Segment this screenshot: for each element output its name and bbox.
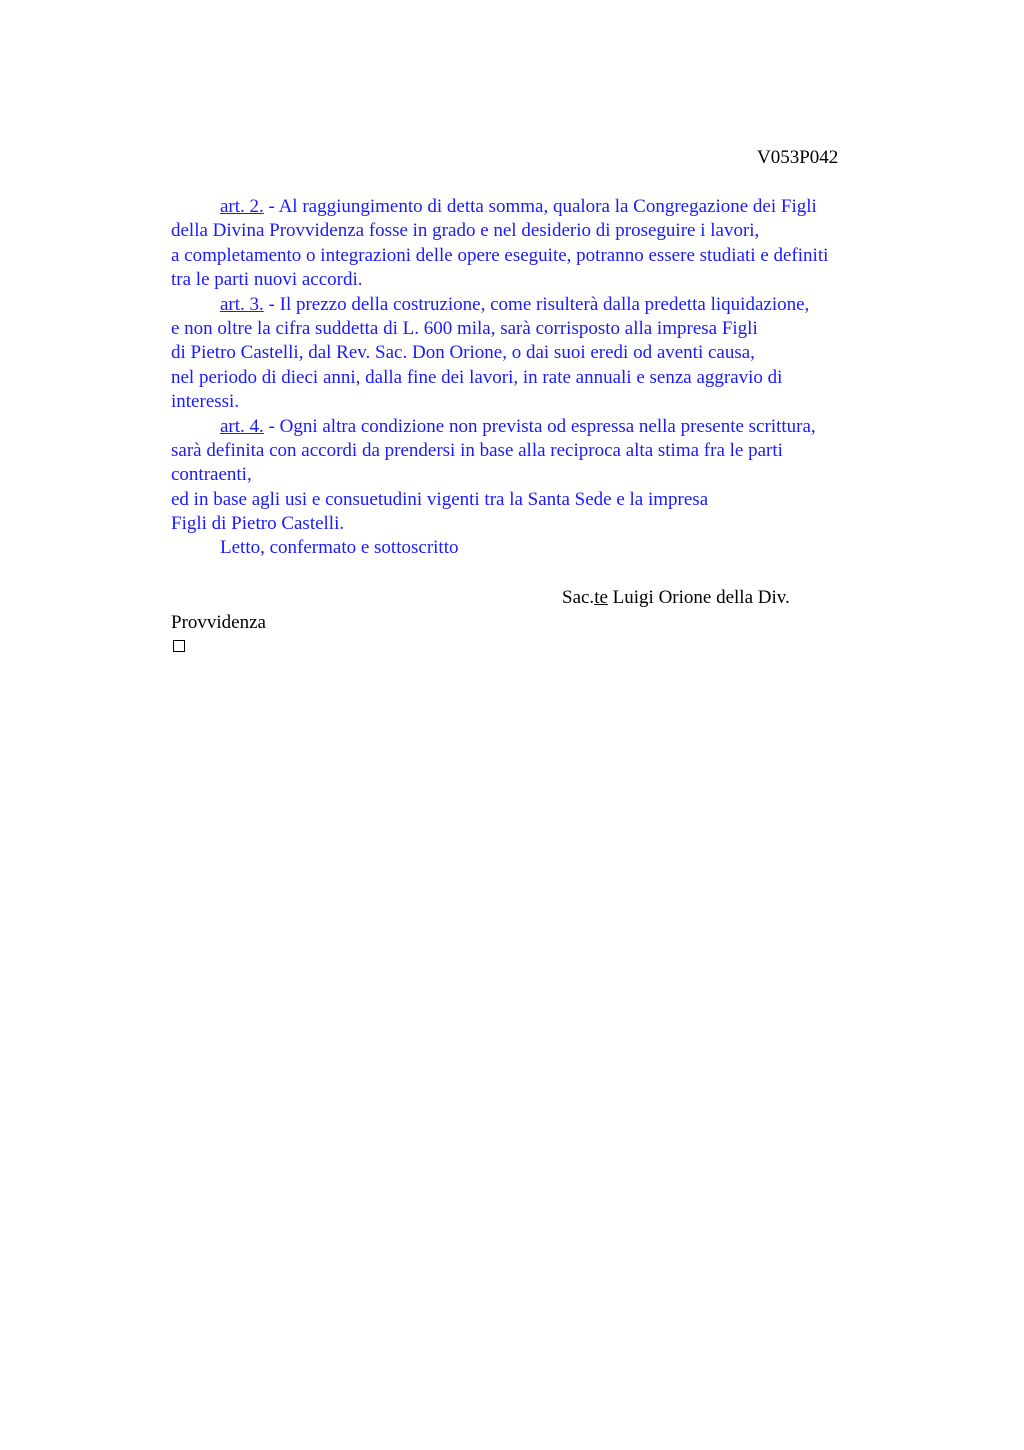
signature-abbrev: te	[594, 587, 608, 608]
art-4-line-1	[171, 415, 901, 439]
signature-line	[562, 586, 790, 610]
art-2-line-1	[171, 195, 901, 219]
art-2-label: art. 2.	[220, 196, 264, 217]
art-3-line-2: e non oltre la cifra suddetta di L. 600 mila, sarà corrisposto alla impresa Figli	[171, 317, 758, 339]
art-4-label: art. 4.	[220, 415, 264, 437]
art-4-line-5: Figli di Pietro Castelli.	[171, 513, 345, 535]
art-3-line-3: di Pietro Castelli, dal Rev. Sac. Don Orione, o dai suoi eredi od aventi causa,	[171, 342, 755, 364]
signature-rest: Luigi Orione della Div.	[607, 587, 790, 608]
art-2-line-2: della Divina Provvidenza fosse in grado e nel desiderio di proseguire i lavori,	[171, 220, 760, 242]
signature-continuation: Provvidenza	[171, 612, 266, 633]
art-4-line-2: sarà definita con accordi da prendersi in base alla reciproca alta stima fra le parti	[171, 439, 783, 461]
signature-prefix: Sac.	[562, 587, 595, 608]
art-3-label: art. 3.	[220, 293, 264, 315]
art-2-line-4: tra le parti nuovi accordi.	[171, 269, 363, 291]
art-4-line-4: ed in base agli usi e consuetudini vigenti tra la Santa Sede e la impresa	[171, 488, 709, 510]
art-3-line-4: nel periodo di dieci anni, dalla fine dei lavori, in rate annuali e senza aggravio di	[171, 366, 783, 388]
document-body	[171, 195, 901, 561]
art-3-line-1	[171, 293, 901, 317]
art-3-line-5: interessi.	[171, 391, 240, 413]
closing-line: Letto, confermato e sottoscritto	[220, 537, 459, 559]
art-4-line-3: contraenti,	[171, 464, 252, 486]
art-4-text-1: - Ogni altra condizione non prevista od espressa nella presente scrittura,	[263, 415, 816, 437]
document-reference-code: V053P042	[757, 147, 839, 168]
art-2-text-1: - Al raggiungimento di detta somma, qualora la Congregazione dei Figli	[263, 196, 817, 217]
end-of-document-box-icon	[173, 640, 185, 652]
art-3-text-1: - Il prezzo della costruzione, come risulterà dalla predetta liquidazione,	[263, 293, 810, 315]
art-2-line-3: a completamento o integrazioni delle opere eseguite, potranno essere studiati e definiti	[171, 244, 829, 266]
